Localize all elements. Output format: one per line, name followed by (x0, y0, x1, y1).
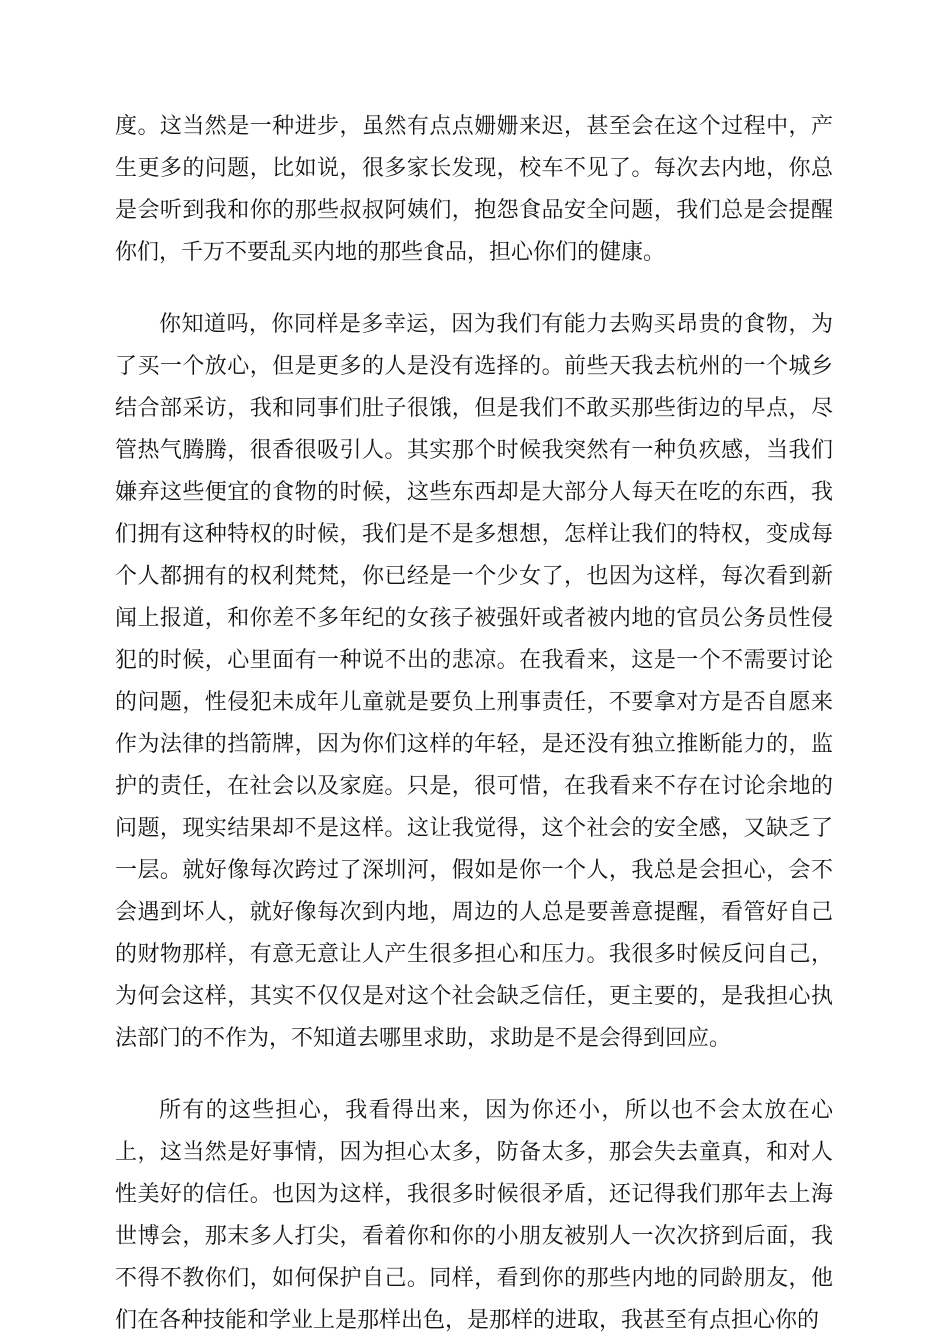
document-body (115, 106, 833, 1342)
paragraph-3: 所有的这些担心，我看得出来，因为你还小，所以也不会太放在心上，这当然是好事情，因为担心太多，防备太多，那会失去童真，和对人性美好的信任。也因为这样，我很多时候很矛盾，还记得我们那年去上海世博会，那末多人打尖，看着你和你的小朋友被别人一次次挤到后面，我不得不教你们，如何保护自己。同样，看到你的那些内地的同龄朋友，他们在各种技能和学业上是那样出色，是那样的进取，我甚至有点担心你的 (115, 1098, 833, 1333)
paragraph-1: 度。这当然是一种进步，虽然有点点姗姗来迟，甚至会在这个过程中，产生更多的问题，比如说，很多家长发现，校车不见了。每次去内地，你总是会听到我和你的那些叔叔阿姨们，抱怨食品安全问题，我们总是会提醒你们，千万不要乱买内地的那些食品，担心你们的健康。 (115, 114, 833, 265)
paragraph-2: 你知道吗，你同样是多幸运，因为我们有能力去购买昂贵的食物，为了买一个放心，但是更多的人是没有选择的。前些天我去杭州的一个城乡结合部采访，我和同事们肚子很饿，但是我们不敢买那些街边的早点，尽管热气腾腾，很香很吸引人。其实那个时候我突然有一种负疚感，当我们嫌弃这些便宜的食物的时候，这些东西却是大部分人每天在吃的东西，我们拥有这种特权的时候，我们是不是多想想，怎样让我们的特权，变成每个人都拥有的权利梵梵，你已经是一个少女了，也因为这样，每次看到新闻上报道，和你差不多年纪的女孩子被强奸或者被内地的官员公务员性侵犯的时候，心里面有一种说不出的悲凉。在我看来，这是一个不需要讨论的问题，性侵犯未成年儿童就是要负上刑事责任，不要拿对方是否自愿来作为法律的挡箭牌，因为你们这样的年轻，是还没有独立推断能力的，监护的责任，在社会以及家庭。只是，很可惜，在我看来不存在讨论余地的问题，现实结果却不是这样。这让我觉得，这个社会的安全感，又缺乏了一层。就好像每次跨过了深圳河，假如是你一个人，我总是会担心，会不会遇到坏人，就好像每次到内地，周边的人总是要善意提醒，看管好自己的财物那样，有意无意让人产生很多担心和压力。我很多时候反问自己，为何会这样，其实不仅仅是对这个社会缺乏信任，更主要的，是我担心执法部门的不作为，不知道去哪里求助，求助是不是会得到回应。 (115, 312, 833, 1051)
